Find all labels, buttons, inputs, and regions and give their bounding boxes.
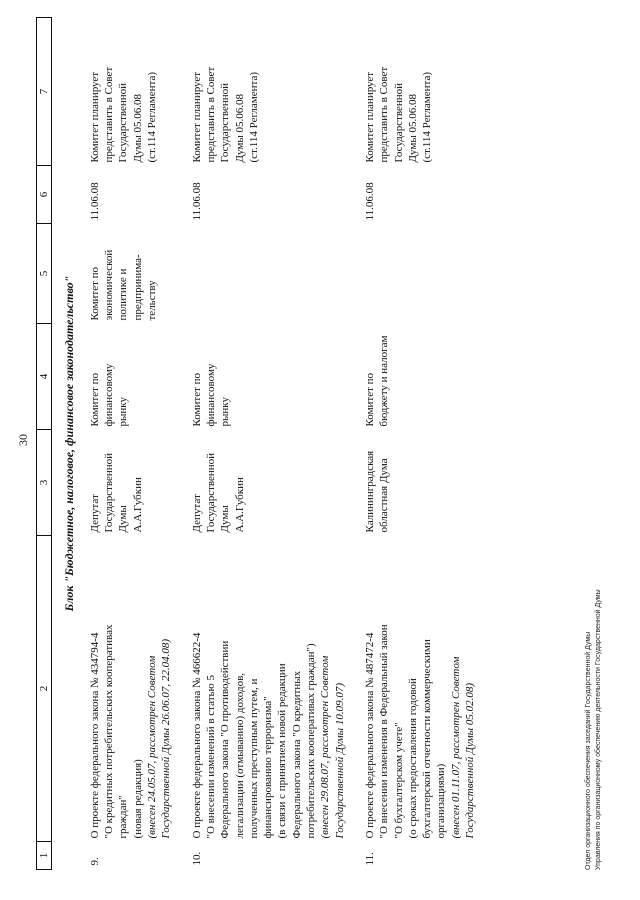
note-line: (внесен 29.08.07, рассмотрен Советом	[319, 655, 332, 839]
status-line: Думы 05.06.08	[131, 94, 144, 163]
author-line: Думы	[219, 505, 232, 533]
responsible-committee	[86, 324, 188, 430]
responsible-committee	[361, 324, 491, 430]
page-number: 30	[16, 434, 30, 446]
footer-line: Отдел организационного обеспечения заседаний Государственной Думы	[585, 631, 592, 870]
status-line: Комитет планирует	[88, 71, 101, 163]
title-line: "О бухгалтерском учете"	[392, 722, 405, 839]
author-line: А.А.Губкин	[233, 477, 246, 533]
co-executor-committee	[188, 224, 361, 324]
note-line: (внесен 24.05.07, рассмотрен Советом	[146, 655, 159, 839]
title-line: О проекте федерального закона № 487472-4	[363, 632, 376, 839]
committee-line: рынку	[219, 397, 232, 427]
review-date: 11.06.08	[88, 182, 101, 221]
author-line: Государственной	[103, 452, 116, 533]
status-line: (ст.114 Регламента)	[146, 71, 159, 163]
co-committee-line: Комитет по	[88, 266, 101, 321]
title-line: (новая редакция)	[131, 759, 144, 839]
note-line: Государственной Думы 10.09.07)	[333, 682, 346, 839]
committee-line: Комитет по	[88, 372, 101, 427]
committee-line: Комитет по	[190, 372, 203, 427]
status-line: Государственной	[117, 82, 130, 163]
bill-description	[361, 536, 491, 842]
status-line: (ст.114 Регламента)	[421, 71, 434, 163]
title-line: потребительских кооперативах граждан")	[305, 643, 318, 839]
status-note	[361, 18, 491, 166]
status-note	[188, 18, 361, 166]
note-line: (внесен 01.11.07, рассмотрен Советом	[449, 656, 462, 839]
status-note	[86, 18, 188, 166]
status-line: (ст.114 Регламента)	[247, 71, 260, 163]
status-line: Комитет планирует	[190, 71, 203, 163]
title-line: финансированию терроризма"	[262, 696, 275, 839]
author-line: областная Дума	[378, 458, 391, 533]
title-line: организациями)	[435, 763, 448, 839]
status-line: представить в Совет	[204, 66, 217, 163]
author-line: Думы	[117, 505, 130, 533]
title-line: "О внесении изменений в статью 5	[204, 675, 217, 839]
status-line: Государственной	[392, 82, 405, 163]
status-line: Думы 05.06.08	[406, 94, 419, 163]
column-number: 6	[37, 166, 52, 224]
title-line: О проекте федерального закона № 466622-4	[190, 632, 203, 839]
column-number: 3	[37, 430, 52, 536]
note-line: Государственной Думы 26.06.07, 22.04.08)	[160, 638, 173, 839]
column-number-row	[37, 18, 52, 870]
co-executor-committee	[86, 224, 188, 324]
bill-author	[361, 430, 491, 536]
review-date: 11.06.08	[190, 182, 203, 221]
bill-description	[86, 536, 188, 842]
column-number: 1	[37, 842, 52, 870]
footer-line: Управления по организационному обеспечению деятельности Государственной Думы	[594, 589, 602, 870]
status-line: Комитет планирует	[363, 71, 376, 163]
title-line: О проекте федерального закона № 434794-4	[88, 632, 101, 839]
block-title: Блок "Бюджетное, налоговое, финансовое законодательство"	[62, 275, 77, 612]
row-number: 11.	[363, 852, 376, 866]
table-row	[188, 18, 361, 870]
title-line: Федерального закона "О противодействии	[219, 640, 232, 839]
title-line: (о сроках предоставления годовой	[406, 678, 419, 839]
title-line: "О внесении изменения в Федеральный закон	[378, 624, 391, 839]
title-line: легализации (отмыванию) доходов,	[233, 672, 246, 839]
author-line: А.А.Губкин	[131, 477, 144, 533]
column-number: 2	[37, 536, 52, 842]
title-line: Федерального закона "О кредитных	[290, 670, 303, 839]
column-number: 7	[37, 18, 52, 166]
responsible-committee	[188, 324, 361, 430]
co-committee-line: тельству	[146, 280, 159, 321]
status-line: Думы 05.06.08	[233, 94, 246, 163]
co-executor-committee	[361, 224, 491, 324]
bill-author	[86, 430, 188, 536]
bill-description	[188, 536, 361, 842]
row-number: 10.	[190, 851, 203, 866]
author-line: Калининградская	[363, 450, 376, 533]
committee-line: Комитет по	[363, 372, 376, 427]
title-line: бухгалтерской отчетности коммерческими	[421, 639, 434, 839]
title-line: "О кредитных потребительских кооперативах	[103, 624, 116, 839]
status-line: Государственной	[219, 82, 232, 163]
table-row	[361, 18, 491, 870]
status-line: представить в Совет	[378, 66, 391, 163]
review-date: 11.06.08	[363, 182, 376, 221]
co-committee-line: политике и	[117, 268, 130, 321]
column-number: 5	[37, 224, 52, 324]
author-line: Депутат	[190, 494, 203, 533]
author-line: Депутат	[88, 494, 101, 533]
block-heading-row	[52, 18, 86, 870]
note-line: Государственной Думы 05.02.08)	[464, 682, 477, 839]
row-number: 9.	[88, 857, 101, 866]
committee-line: бюджету и налогам	[378, 335, 391, 427]
bills-table	[36, 17, 491, 870]
bill-author	[188, 430, 361, 536]
column-number: 4	[37, 324, 52, 430]
co-committee-line: экономической	[103, 249, 116, 321]
title-line: (в связи с принятием новой редакции	[276, 663, 289, 839]
title-line: полученных преступным путем, и	[247, 678, 260, 839]
table-row	[86, 18, 188, 870]
title-line: граждан"	[117, 795, 130, 839]
co-committee-line: предпринима-	[131, 254, 144, 321]
status-line: представить в Совет	[103, 66, 116, 163]
committee-line: рынку	[117, 397, 130, 427]
author-line: Государственной	[204, 452, 217, 533]
committee-line: финансовому	[204, 363, 217, 427]
committee-line: финансовому	[103, 363, 116, 427]
footer	[584, 589, 604, 870]
